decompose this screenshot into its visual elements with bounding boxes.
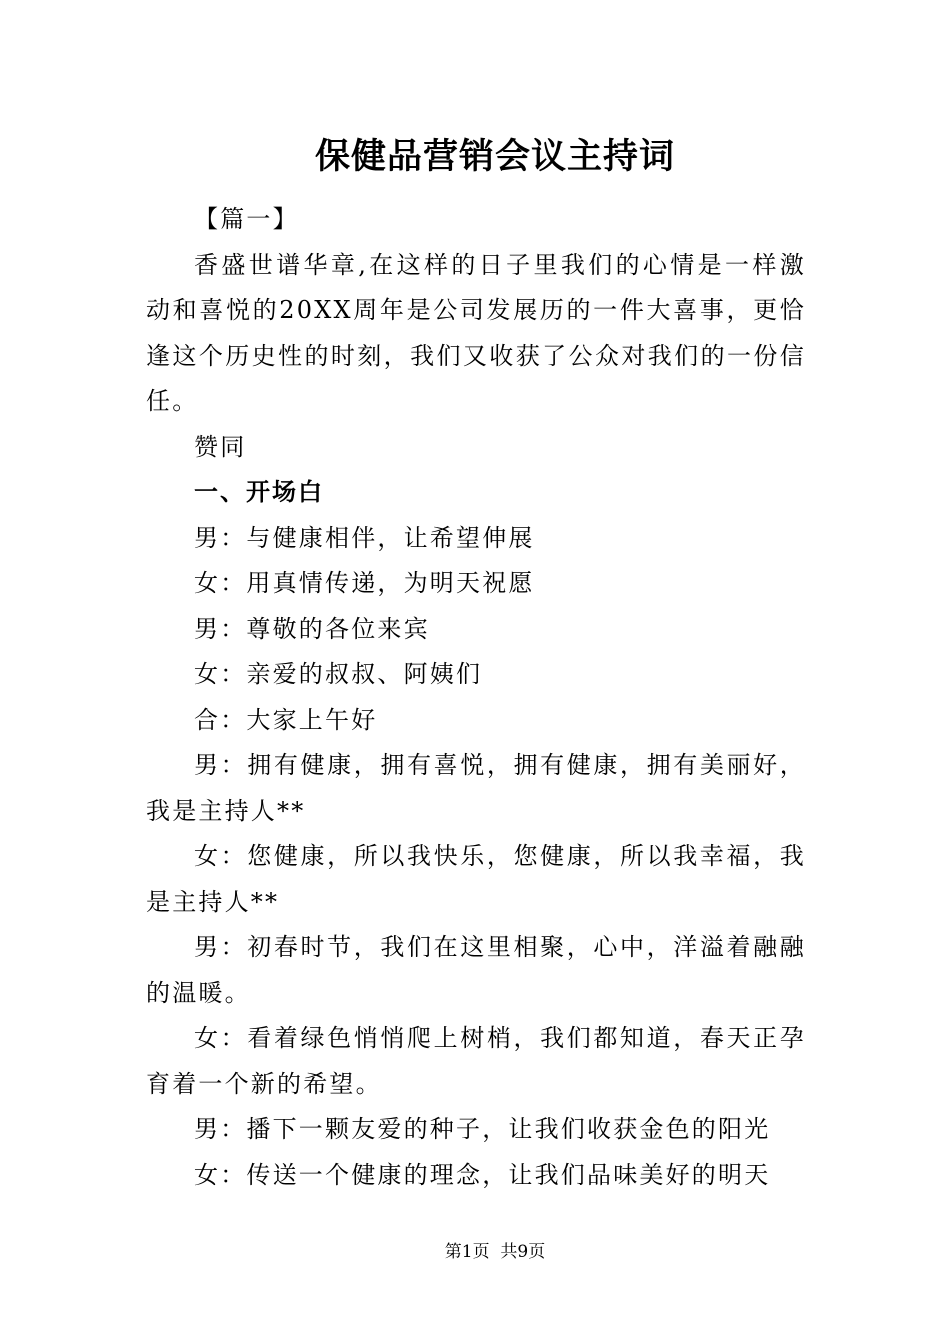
dialogue-line: 男：拥有健康，拥有喜悦，拥有健康，拥有美丽好，我是主持人** xyxy=(146,751,806,825)
page-total: 共9页 xyxy=(500,1242,546,1262)
dialogue-line: 男：与健康相伴，让希望伸展 xyxy=(194,523,535,552)
page-number: 第1页 xyxy=(444,1242,490,1262)
dialogue-line: 女：您健康，所以我快乐，您健康，所以我幸福，我是主持人** xyxy=(146,842,806,916)
page-footer xyxy=(0,1240,950,1264)
dialogue-line: 男：尊敬的各位来宾 xyxy=(194,614,430,643)
dialogue-line: 男：初春时节，我们在这里相聚，心中，洋溢着融融的温暖。 xyxy=(146,933,806,1007)
dialogue-line: 女：用真情传递，为明天祝愿 xyxy=(194,569,535,597)
document-body xyxy=(146,197,806,1198)
paragraph: 赞同 xyxy=(194,432,247,461)
dialogue-line: 女：亲爱的叔叔、阿姨们 xyxy=(194,660,483,688)
dialogue-line: 女：传送一个健康的理念，让我们品味美好的明天 xyxy=(194,1160,771,1189)
document-title: 保健品营销会议主持词 xyxy=(314,136,675,177)
intro-paragraph: 香盛世谱华章,在这样的日子里我们的心情是一样激动和喜悦的20XX周年是公司发展历的一件大喜事，更恰逢这个历史性的时刻，我们又收获了公众对我们的一份信任。 xyxy=(146,250,806,415)
dialogue-line: 男：播下一颗友爱的种子，让我们收获金色的阳光 xyxy=(194,1115,771,1143)
section-heading: 一、开场白 xyxy=(194,478,324,506)
dialogue-line: 女：看着绿色悄悄爬上树梢，我们都知道，春天正孕育着一个新的希望。 xyxy=(146,1024,806,1098)
dialogue-line: 合：大家上午好 xyxy=(194,705,378,734)
section-label: 【篇一】 xyxy=(194,205,299,233)
